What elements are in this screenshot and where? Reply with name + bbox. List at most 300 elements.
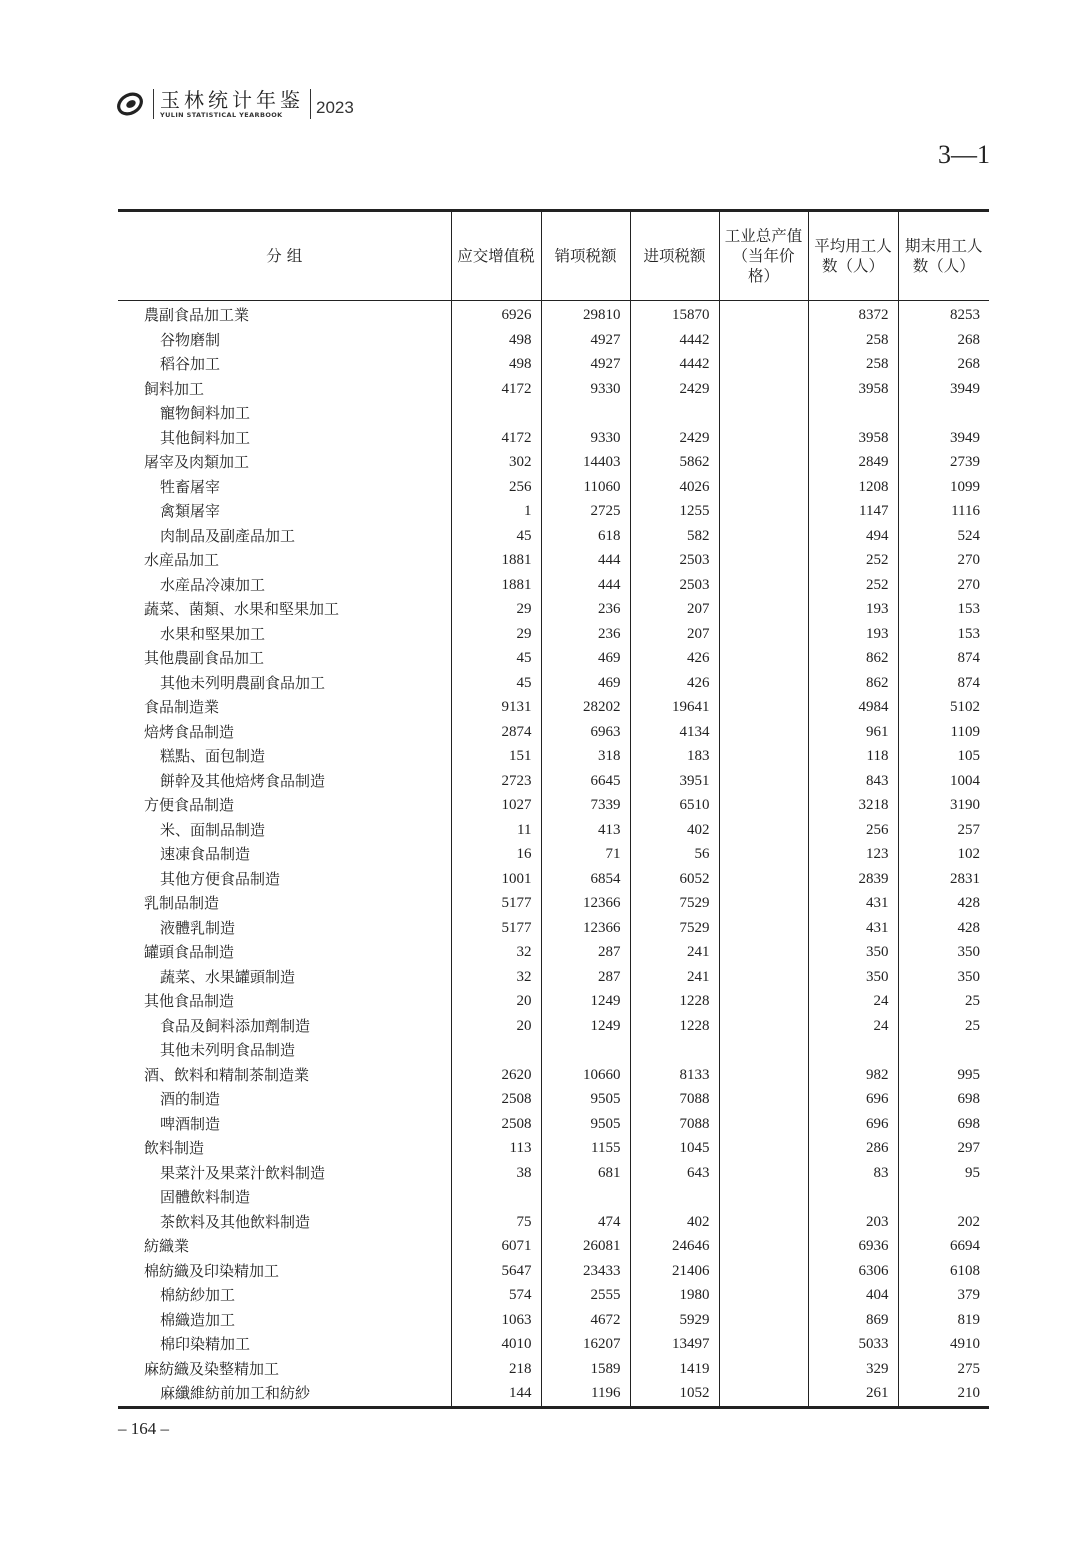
table-cell: 474	[541, 1210, 630, 1235]
table-row	[118, 328, 989, 353]
table-cell: 257	[898, 818, 989, 843]
row-label: 水産品加工	[144, 551, 220, 569]
table-cell: 3958	[808, 426, 898, 451]
table-cell	[898, 1185, 989, 1210]
table-row	[118, 940, 989, 965]
table-cell: 4672	[541, 1308, 630, 1333]
table-cell: 38	[451, 1161, 541, 1186]
table-row	[118, 720, 989, 745]
table-cell: 6926	[451, 301, 541, 328]
table-cell: 95	[898, 1161, 989, 1186]
table-cell	[808, 1185, 898, 1210]
table-cell: 45	[451, 671, 541, 696]
table-cell: 268	[898, 352, 989, 377]
table-cell: 8253	[898, 301, 989, 328]
table-row	[118, 450, 989, 475]
table-row	[118, 377, 989, 402]
table-cell: 413	[541, 818, 630, 843]
table-cell: 4026	[630, 475, 719, 500]
table-body	[118, 301, 989, 1408]
table-cell: 3958	[808, 377, 898, 402]
row-label: 棉紡織及印染精加工	[144, 1261, 280, 1280]
row-label: 酒、飲料和精制茶制造業	[144, 1065, 310, 1084]
table-cell: 862	[808, 646, 898, 671]
column-header: 销项税额	[541, 211, 630, 301]
row-label: 麻紡織及染整精加工	[144, 1359, 280, 1378]
table-cell	[719, 793, 808, 818]
table-cell: 5929	[630, 1308, 719, 1333]
row-label: 其他未列明農副食品加工	[160, 673, 326, 692]
table-cell: 2839	[808, 867, 898, 892]
table-cell: 643	[630, 1161, 719, 1186]
table-cell: 21406	[630, 1259, 719, 1284]
table-cell	[630, 1185, 719, 1210]
table-row	[118, 867, 989, 892]
table-cell	[719, 377, 808, 402]
row-label: 食品及飼料添加劑制造	[160, 1016, 311, 1035]
table-cell: 16207	[541, 1332, 630, 1357]
table-cell	[719, 940, 808, 965]
table-cell: 258	[808, 352, 898, 377]
table-row	[118, 1308, 989, 1333]
table-cell: 5102	[898, 695, 989, 720]
row-label: 米、面制品制造	[160, 820, 266, 839]
table-cell: 19641	[630, 695, 719, 720]
table-cell: 5647	[451, 1259, 541, 1284]
table-cell: 318	[541, 744, 630, 769]
table-cell: 1881	[451, 548, 541, 573]
table-cell	[719, 744, 808, 769]
table-cell: 1063	[451, 1308, 541, 1333]
table-cell: 6306	[808, 1259, 898, 1284]
table-cell	[719, 401, 808, 426]
row-label: 茶飲料及其他飲料制造	[160, 1212, 311, 1231]
table-cell: 6963	[541, 720, 630, 745]
table-cell: 26081	[541, 1234, 630, 1259]
table-cell	[719, 499, 808, 524]
table-cell	[898, 401, 989, 426]
row-label: 其他未列明食品制造	[160, 1041, 296, 1059]
table-cell	[719, 916, 808, 941]
table-cell	[719, 426, 808, 451]
table-cell: 6510	[630, 793, 719, 818]
table-cell: 469	[541, 671, 630, 696]
table-cell: 2739	[898, 450, 989, 475]
table-row	[118, 793, 989, 818]
table-cell	[719, 524, 808, 549]
table-cell: 431	[808, 916, 898, 941]
row-label: 焙烤食品制造	[144, 722, 235, 741]
table-cell: 12366	[541, 891, 630, 916]
table-cell: 574	[451, 1283, 541, 1308]
table-cell: 6694	[898, 1234, 989, 1259]
table-cell	[630, 1038, 719, 1063]
table-cell: 270	[898, 548, 989, 573]
table-row	[118, 1283, 989, 1308]
table-cell	[719, 1136, 808, 1161]
table-cell: 45	[451, 524, 541, 549]
row-label: 稻谷加工	[160, 355, 221, 373]
table-cell: 1208	[808, 475, 898, 500]
table-cell: 874	[898, 671, 989, 696]
table-cell: 2429	[630, 426, 719, 451]
table-cell	[719, 352, 808, 377]
table-cell: 618	[541, 524, 630, 549]
table-cell: 261	[808, 1381, 898, 1407]
table-cell: 1249	[541, 989, 630, 1014]
table-cell	[719, 548, 808, 573]
table-cell	[719, 328, 808, 353]
table-cell: 8133	[630, 1063, 719, 1088]
table-cell: 1255	[630, 499, 719, 524]
table-cell: 25	[898, 989, 989, 1014]
table-row	[118, 1161, 989, 1186]
row-label: 牲畜屠宰	[160, 477, 221, 496]
table-cell	[719, 671, 808, 696]
row-label: 方便食品制造	[144, 796, 235, 814]
table-cell: 218	[451, 1357, 541, 1382]
table-cell	[719, 891, 808, 916]
table-cell: 379	[898, 1283, 989, 1308]
table-cell: 431	[808, 891, 898, 916]
yearbook-title-english: YULIN STATISTICAL YEARBOOK	[160, 110, 283, 119]
table-cell: 1980	[630, 1283, 719, 1308]
table-cell: 2849	[808, 450, 898, 475]
header-title-block	[154, 89, 310, 120]
table-cell: 1196	[541, 1381, 630, 1407]
row-label: 棉紡紗加工	[160, 1286, 236, 1304]
table-cell: 1419	[630, 1357, 719, 1382]
table-cell: 236	[541, 622, 630, 647]
table-cell: 7529	[630, 916, 719, 941]
row-label: 棉印染精加工	[160, 1335, 251, 1353]
table-row	[118, 646, 989, 671]
table-cell: 6052	[630, 867, 719, 892]
row-label: 其他飼料加工	[160, 428, 251, 447]
table-cell: 350	[808, 965, 898, 990]
table-cell: 428	[898, 916, 989, 941]
table-cell: 2555	[541, 1283, 630, 1308]
table-cell: 329	[808, 1357, 898, 1382]
table-cell: 819	[898, 1308, 989, 1333]
row-label: 果菜汁及果菜汁飲料制造	[160, 1163, 326, 1182]
row-label: 乳制品制造	[144, 894, 220, 912]
table-cell: 9330	[541, 426, 630, 451]
table-cell: 105	[898, 744, 989, 769]
table-cell: 207	[630, 622, 719, 647]
table-cell: 3949	[898, 426, 989, 451]
table-cell: 28202	[541, 695, 630, 720]
row-label: 固體飲料制造	[160, 1188, 251, 1206]
table-cell: 3951	[630, 769, 719, 794]
table-cell: 1228	[630, 989, 719, 1014]
table-cell: 698	[898, 1087, 989, 1112]
table-cell: 843	[808, 769, 898, 794]
column-header: 平均用工人数（人）	[808, 211, 898, 301]
row-label: 寵物飼料加工	[160, 404, 251, 422]
row-label: 速凍食品制造	[160, 845, 251, 863]
table-cell: 193	[808, 622, 898, 647]
table-cell: 252	[808, 548, 898, 573]
row-label: 蔬菜、菌類、水果和堅果加工	[144, 600, 340, 618]
table-cell: 2508	[451, 1112, 541, 1137]
table-cell: 681	[541, 1161, 630, 1186]
table-cell	[719, 1087, 808, 1112]
table-cell: 5033	[808, 1332, 898, 1357]
table-row	[118, 426, 989, 451]
table-cell: 9505	[541, 1112, 630, 1137]
row-label: 水果和堅果加工	[160, 624, 266, 643]
row-label: 飼料加工	[144, 379, 205, 398]
table-cell: 2503	[630, 548, 719, 573]
table-cell: 6936	[808, 1234, 898, 1259]
table-row	[118, 1381, 989, 1407]
table-cell: 71	[541, 842, 630, 867]
table-cell: 524	[898, 524, 989, 549]
table-row	[118, 965, 989, 990]
table-cell: 3190	[898, 793, 989, 818]
row-label: 谷物磨制	[160, 330, 221, 349]
table-row	[118, 1087, 989, 1112]
table-cell: 23433	[541, 1259, 630, 1284]
table-cell: 11	[451, 818, 541, 843]
row-label: 其他方便食品制造	[160, 869, 281, 888]
table-cell	[719, 475, 808, 500]
table-cell: 32	[451, 940, 541, 965]
table-cell: 1881	[451, 573, 541, 598]
table-cell: 1001	[451, 867, 541, 892]
table-cell: 9505	[541, 1087, 630, 1112]
row-label: 農副食品加工業	[144, 306, 250, 324]
table-cell: 153	[898, 622, 989, 647]
table-row	[118, 769, 989, 794]
row-label: 蔬菜、水果罐頭制造	[160, 967, 296, 986]
table-cell: 183	[630, 744, 719, 769]
table-row	[118, 1332, 989, 1357]
table-cell	[451, 1038, 541, 1063]
row-label: 其他農副食品加工	[144, 649, 265, 667]
table-row	[118, 1234, 989, 1259]
table-cell: 3218	[808, 793, 898, 818]
table-cell: 7529	[630, 891, 719, 916]
table-cell	[719, 720, 808, 745]
table-cell	[719, 695, 808, 720]
yearbook-year: 2023	[316, 98, 354, 117]
table-cell: 203	[808, 1210, 898, 1235]
row-label: 棉織造加工	[160, 1310, 236, 1329]
table-cell	[719, 1332, 808, 1357]
table-row	[118, 401, 989, 426]
table-row	[118, 818, 989, 843]
table-cell: 151	[451, 744, 541, 769]
table-cell: 869	[808, 1308, 898, 1333]
table-cell: 1116	[898, 499, 989, 524]
table-cell: 6108	[898, 1259, 989, 1284]
table-cell: 9330	[541, 377, 630, 402]
table-cell: 1155	[541, 1136, 630, 1161]
table-cell: 582	[630, 524, 719, 549]
row-label: 飲料制造	[144, 1139, 205, 1157]
table-cell: 4984	[808, 695, 898, 720]
table-cell: 275	[898, 1357, 989, 1382]
table-row	[118, 1185, 989, 1210]
table-cell: 4910	[898, 1332, 989, 1357]
table-cell	[719, 301, 808, 328]
table-cell: 696	[808, 1087, 898, 1112]
page-number: – 164 –	[118, 1419, 169, 1438]
table-cell: 4172	[451, 426, 541, 451]
table-cell: 494	[808, 524, 898, 549]
table-cell: 5177	[451, 891, 541, 916]
table-cell: 25	[898, 1014, 989, 1039]
row-label: 酒的制造	[160, 1090, 221, 1108]
table-row	[118, 1136, 989, 1161]
table-cell: 1045	[630, 1136, 719, 1161]
table-cell	[719, 1161, 808, 1186]
table-cell: 8372	[808, 301, 898, 328]
table-row	[118, 744, 989, 769]
table-row	[118, 1357, 989, 1382]
table-cell: 696	[808, 1112, 898, 1137]
table-cell: 2503	[630, 573, 719, 598]
table-cell: 16	[451, 842, 541, 867]
table-cell: 258	[808, 328, 898, 353]
table-cell	[719, 597, 808, 622]
column-header: 分 组	[118, 211, 451, 301]
yearbook-header	[115, 86, 354, 122]
table-cell: 302	[451, 450, 541, 475]
table-cell: 961	[808, 720, 898, 745]
table-cell: 2725	[541, 499, 630, 524]
table-cell: 24646	[630, 1234, 719, 1259]
table-cell	[541, 401, 630, 426]
table-row	[118, 891, 989, 916]
table-cell: 4442	[630, 328, 719, 353]
table-cell: 426	[630, 671, 719, 696]
row-label: 肉制品及副產品加工	[160, 526, 296, 545]
table-cell: 14403	[541, 450, 630, 475]
table-cell: 10660	[541, 1063, 630, 1088]
table-cell: 29	[451, 622, 541, 647]
table-cell	[719, 965, 808, 990]
table-cell	[719, 450, 808, 475]
table-cell: 2723	[451, 769, 541, 794]
table-cell: 4442	[630, 352, 719, 377]
table-cell: 469	[541, 646, 630, 671]
table-cell: 202	[898, 1210, 989, 1235]
table-row	[118, 989, 989, 1014]
table-cell: 6071	[451, 1234, 541, 1259]
table-row	[118, 352, 989, 377]
table-cell: 7339	[541, 793, 630, 818]
table-cell	[719, 1210, 808, 1235]
table-cell	[541, 1038, 630, 1063]
row-label: 罐頭食品制造	[144, 943, 235, 961]
table-cell	[719, 1357, 808, 1382]
table-cell: 982	[808, 1063, 898, 1088]
table-cell: 287	[541, 940, 630, 965]
table-cell	[719, 1112, 808, 1137]
table-cell	[719, 573, 808, 598]
table-cell: 123	[808, 842, 898, 867]
row-label: 麻纖維紡前加工和紡紗	[160, 1384, 311, 1402]
table-cell: 5862	[630, 450, 719, 475]
table-cell: 11060	[541, 475, 630, 500]
table-cell	[630, 401, 719, 426]
table-cell: 1	[451, 499, 541, 524]
table-cell: 350	[898, 940, 989, 965]
table-cell	[451, 401, 541, 426]
table-cell: 12366	[541, 916, 630, 941]
table-row	[118, 573, 989, 598]
table-cell	[719, 1259, 808, 1284]
table-cell: 24	[808, 989, 898, 1014]
row-label: 紡織業	[144, 1237, 190, 1255]
table-cell: 24	[808, 1014, 898, 1039]
table-cell: 153	[898, 597, 989, 622]
table-cell: 426	[630, 646, 719, 671]
table-cell: 13497	[630, 1332, 719, 1357]
row-label: 啤酒制造	[160, 1114, 221, 1133]
table-cell	[808, 1038, 898, 1063]
table-cell: 20	[451, 989, 541, 1014]
table-cell: 236	[541, 597, 630, 622]
column-header: 进项税额	[630, 211, 719, 301]
table-cell: 32	[451, 965, 541, 990]
table-cell: 4927	[541, 352, 630, 377]
table-cell: 995	[898, 1063, 989, 1088]
table-cell	[719, 1185, 808, 1210]
table-cell: 498	[451, 328, 541, 353]
table-cell: 297	[898, 1136, 989, 1161]
table-cell: 113	[451, 1136, 541, 1161]
table-cell: 256	[451, 475, 541, 500]
table-cell: 241	[630, 965, 719, 990]
table-cell	[719, 1014, 808, 1039]
table-cell	[719, 818, 808, 843]
table-cell: 1052	[630, 1381, 719, 1407]
table-cell	[451, 1185, 541, 1210]
table-cell	[719, 1308, 808, 1333]
table-row	[118, 301, 989, 328]
table-cell	[808, 401, 898, 426]
table-cell: 7088	[630, 1087, 719, 1112]
table-cell: 498	[451, 352, 541, 377]
table-cell: 256	[808, 818, 898, 843]
table-cell	[898, 1038, 989, 1063]
table-cell: 350	[898, 965, 989, 990]
table-row	[118, 671, 989, 696]
table-cell	[541, 1185, 630, 1210]
table-row	[118, 1112, 989, 1137]
table-cell: 6645	[541, 769, 630, 794]
table-cell: 29	[451, 597, 541, 622]
table-cell	[719, 769, 808, 794]
table-cell	[719, 1063, 808, 1088]
row-label: 禽類屠宰	[160, 502, 221, 520]
table-cell	[719, 1381, 808, 1407]
table-cell: 102	[898, 842, 989, 867]
table-cell: 1589	[541, 1357, 630, 1382]
table-row	[118, 1014, 989, 1039]
table-cell: 1109	[898, 720, 989, 745]
table-row	[118, 548, 989, 573]
table-cell: 4134	[630, 720, 719, 745]
table-cell	[719, 867, 808, 892]
table-cell: 7088	[630, 1112, 719, 1137]
table-row	[118, 1210, 989, 1235]
table-cell: 4010	[451, 1332, 541, 1357]
